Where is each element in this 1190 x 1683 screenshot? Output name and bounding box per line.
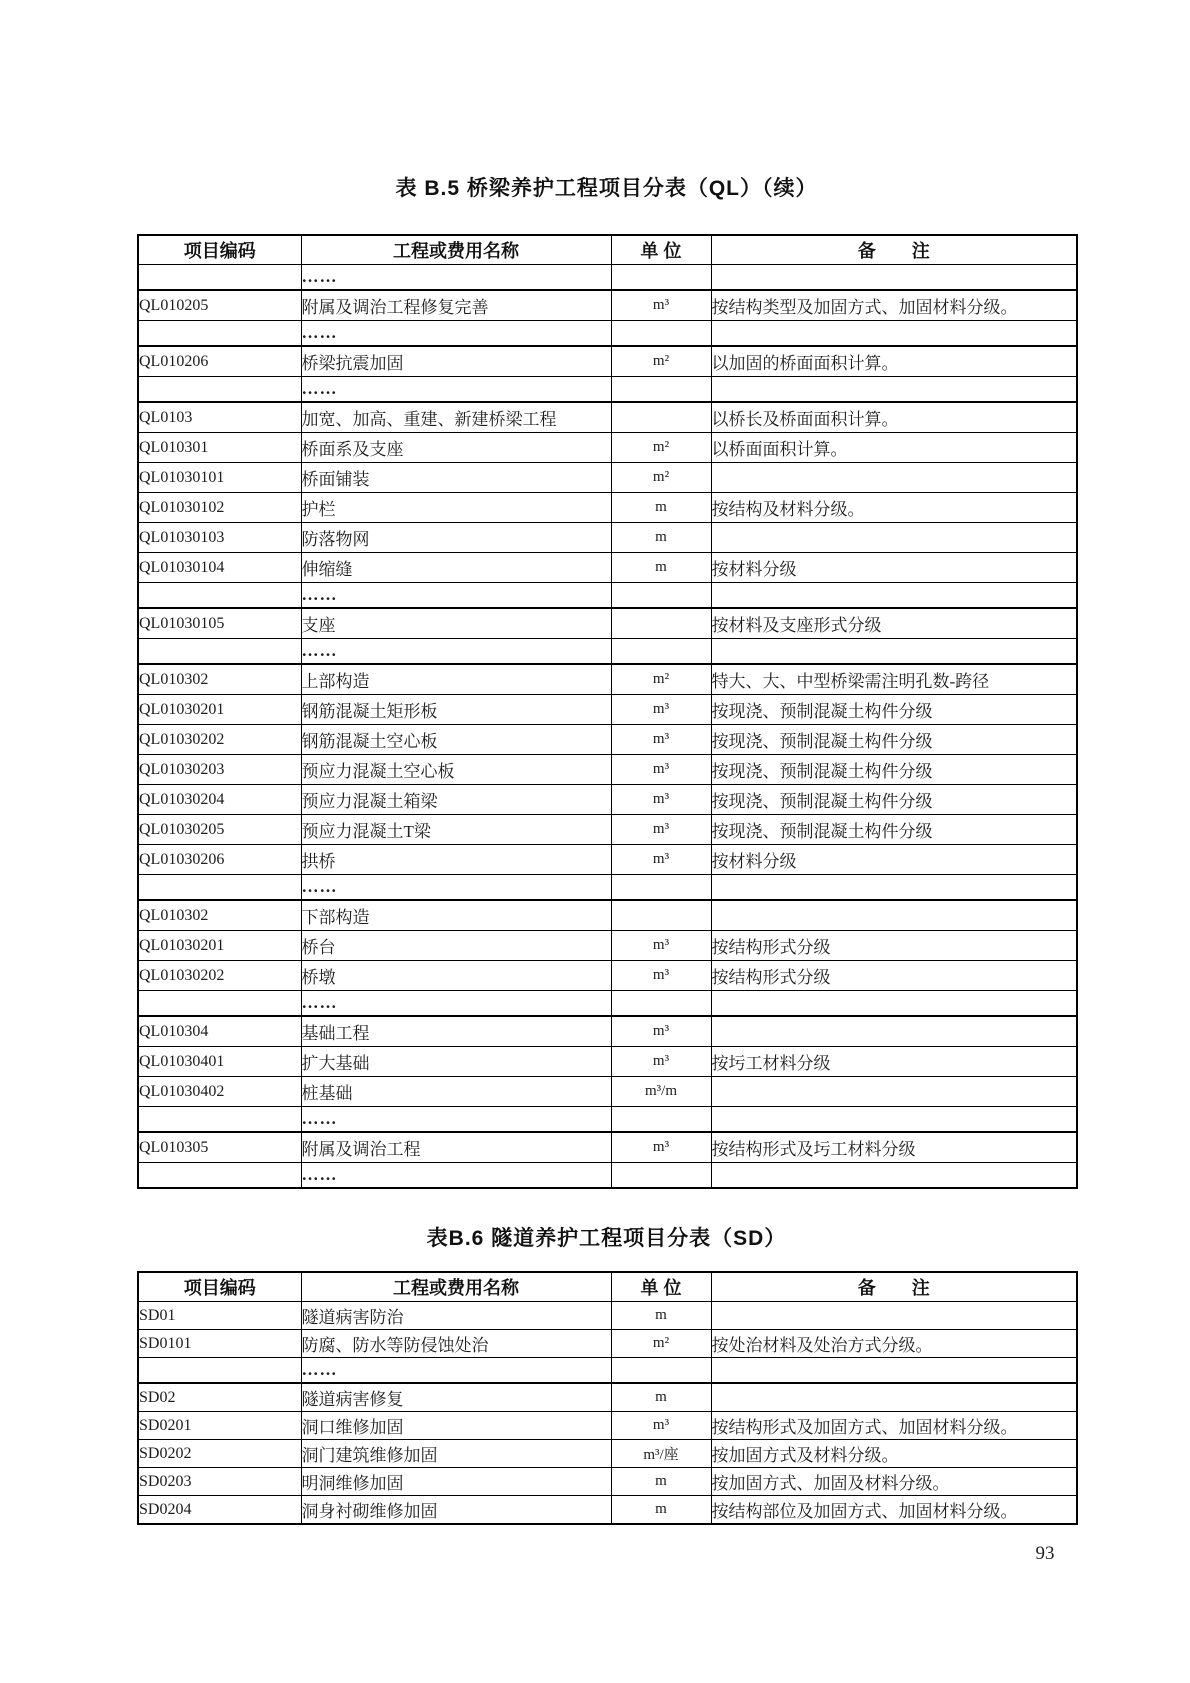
cell-code: QL0103 [138, 402, 301, 433]
cell-unit: m³ [611, 1412, 711, 1440]
cell-note [711, 321, 1077, 347]
cell-note: 按材料及支座形式分级 [711, 608, 1077, 639]
table-row [138, 1468, 1077, 1496]
table-row [138, 493, 1077, 523]
cell-unit: m³ [611, 1132, 711, 1163]
table-row [138, 1440, 1077, 1468]
cell-name: 洞身衬砌维修加固 [301, 1496, 611, 1525]
ellipsis-row [138, 321, 1077, 347]
cell-name: 伸缩缝 [301, 553, 611, 583]
cell-unit: m [611, 1302, 711, 1330]
ellipsis-row [138, 1107, 1077, 1133]
ellipsis-placeholder: …… [301, 379, 338, 398]
cell-unit [611, 583, 711, 609]
cell-code [138, 377, 301, 403]
cell-note: 特大、大、中型桥梁需注明孔数-跨径 [711, 664, 1077, 695]
cell-code [138, 875, 301, 901]
cell-code: QL01030102 [138, 493, 301, 523]
cell-code [138, 321, 301, 347]
cell-note: 按现浇、预制混凝土构件分级 [711, 785, 1077, 815]
ellipsis-row [138, 991, 1077, 1017]
cell-note: 按材料分级 [711, 553, 1077, 583]
cell-unit [611, 1163, 711, 1189]
cell-unit: m² [611, 664, 711, 695]
table-row [138, 815, 1077, 845]
cell-unit: m³ [611, 755, 711, 785]
cell-name [301, 991, 611, 1017]
table-row [138, 1302, 1077, 1330]
cell-code: QL01030202 [138, 725, 301, 755]
cell-unit: m² [611, 1330, 711, 1358]
cell-code: QL01030205 [138, 815, 301, 845]
cell-code: QL010205 [138, 290, 301, 321]
table-row [138, 1496, 1077, 1525]
table-row [138, 961, 1077, 991]
cell-code: QL01030202 [138, 961, 301, 991]
table-row [138, 433, 1077, 463]
cell-name: 明洞维修加固 [301, 1468, 611, 1496]
cell-name: 钢筋混凝土矩形板 [301, 695, 611, 725]
cell-unit: m² [611, 346, 711, 377]
cell-name: 加宽、加高、重建、新建桥梁工程 [301, 402, 611, 433]
cell-note: 按材料分级 [711, 845, 1077, 875]
cell-note: 以桥面面积计算。 [711, 433, 1077, 463]
cell-code: QL010304 [138, 1016, 301, 1047]
table-row [138, 755, 1077, 785]
cell-unit: m³ [611, 961, 711, 991]
cell-name [301, 583, 611, 609]
cell-code: SD01 [138, 1302, 301, 1330]
cell-name: 桥梁抗震加固 [301, 346, 611, 377]
cell-note: 按现浇、预制混凝土构件分级 [711, 725, 1077, 755]
cell-code: QL010302 [138, 900, 301, 931]
table-row [138, 1330, 1077, 1358]
cell-unit [611, 900, 711, 931]
column-header: 单 位 [611, 235, 711, 265]
table-row [138, 1016, 1077, 1047]
table-header-row [138, 235, 1077, 265]
table-b5-title: 表 B.5 桥梁养护工程项目分表（QL）（续） [395, 177, 818, 200]
cell-note [711, 1107, 1077, 1133]
cell-name: 附属及调治工程 [301, 1132, 611, 1163]
cell-unit [611, 265, 711, 291]
cell-note [711, 1383, 1077, 1412]
cell-code: QL010301 [138, 433, 301, 463]
cell-unit: m³ [611, 785, 711, 815]
cell-note: 按处治材料及处治方式分级。 [711, 1330, 1077, 1358]
column-header: 工程或费用名称 [301, 235, 611, 265]
cell-code: QL010206 [138, 346, 301, 377]
cell-code: SD0204 [138, 1496, 301, 1525]
cell-name: 防腐、防水等防侵蚀处治 [301, 1330, 611, 1358]
cell-note [711, 377, 1077, 403]
cell-name [301, 1163, 611, 1189]
ellipsis-row [138, 639, 1077, 665]
table-b5-bridge-maintenance [137, 234, 1078, 1189]
cell-code: QL01030206 [138, 845, 301, 875]
cell-code: QL010302 [138, 664, 301, 695]
cell-unit [611, 608, 711, 639]
cell-unit: m³ [611, 845, 711, 875]
cell-note: 按结构形式及圬工材料分级 [711, 1132, 1077, 1163]
table-row [138, 402, 1077, 433]
cell-unit: m [611, 1468, 711, 1496]
cell-unit: m³/座 [611, 1440, 711, 1468]
table-row [138, 900, 1077, 931]
ellipsis-placeholder: …… [301, 1360, 338, 1379]
cell-unit [611, 639, 711, 665]
cell-note [711, 1163, 1077, 1189]
cell-note [711, 583, 1077, 609]
cell-unit: m [611, 523, 711, 553]
table-row [138, 290, 1077, 321]
ellipsis-placeholder: …… [301, 993, 338, 1012]
cell-code: SD02 [138, 1383, 301, 1412]
cell-note [711, 875, 1077, 901]
table-row [138, 553, 1077, 583]
table-row [138, 608, 1077, 639]
cell-name [301, 875, 611, 901]
cell-name: 预应力混凝土T梁 [301, 815, 611, 845]
ellipsis-placeholder: …… [301, 323, 338, 342]
table-b6-tunnel-maintenance [137, 1271, 1078, 1525]
cell-note: 按圬工材料分级 [711, 1047, 1077, 1077]
cell-code: QL01030105 [138, 608, 301, 639]
cell-name: 洞口维修加固 [301, 1412, 611, 1440]
cell-note [711, 523, 1077, 553]
cell-code [138, 1358, 301, 1384]
cell-code [138, 1107, 301, 1133]
cell-note [711, 265, 1077, 291]
cell-name: 桥面系及支座 [301, 433, 611, 463]
cell-name: 拱桥 [301, 845, 611, 875]
cell-code: QL01030401 [138, 1047, 301, 1077]
cell-note: 按加固方式、加固及材料分级。 [711, 1468, 1077, 1496]
cell-note: 按结构形式分级 [711, 931, 1077, 961]
cell-unit [611, 377, 711, 403]
table-header-row [138, 1272, 1077, 1302]
cell-unit: m³ [611, 1047, 711, 1077]
cell-note [711, 1016, 1077, 1047]
cell-name: 附属及调治工程修复完善 [301, 290, 611, 321]
cell-code: QL01030203 [138, 755, 301, 785]
cell-name: 防落物网 [301, 523, 611, 553]
cell-code [138, 1163, 301, 1189]
column-header: 备 注 [711, 1272, 1077, 1302]
cell-note: 按结构类型及加固方式、加固材料分级。 [711, 290, 1077, 321]
cell-note: 按现浇、预制混凝土构件分级 [711, 755, 1077, 785]
cell-name: 下部构造 [301, 900, 611, 931]
cell-code: QL01030101 [138, 463, 301, 493]
cell-unit [611, 402, 711, 433]
cell-note [711, 900, 1077, 931]
cell-unit: m³/m [611, 1077, 711, 1107]
cell-unit: m³ [611, 725, 711, 755]
ellipsis-row [138, 377, 1077, 403]
column-header: 项目编码 [138, 235, 301, 265]
cell-name [301, 639, 611, 665]
table-row [138, 1047, 1077, 1077]
table-row [138, 346, 1077, 377]
cell-note: 按现浇、预制混凝土构件分级 [711, 815, 1077, 845]
cell-unit: m³ [611, 815, 711, 845]
cell-note: 以桥长及桥面面积计算。 [711, 402, 1077, 433]
cell-note [711, 1077, 1077, 1107]
cell-code: SD0101 [138, 1330, 301, 1358]
cell-name: 桥台 [301, 931, 611, 961]
cell-unit: m [611, 493, 711, 523]
cell-code: QL01030201 [138, 695, 301, 725]
cell-name: 桩基础 [301, 1077, 611, 1107]
ellipsis-row [138, 265, 1077, 291]
cell-note: 按加固方式及材料分级。 [711, 1440, 1077, 1468]
cell-unit: m [611, 553, 711, 583]
cell-code: QL01030402 [138, 1077, 301, 1107]
table-row [138, 725, 1077, 755]
table-row [138, 695, 1077, 725]
cell-unit [611, 875, 711, 901]
ellipsis-row [138, 875, 1077, 901]
cell-name [301, 321, 611, 347]
column-header: 单 位 [611, 1272, 711, 1302]
cell-code [138, 583, 301, 609]
cell-unit: m³ [611, 1016, 711, 1047]
table-row [138, 1077, 1077, 1107]
cell-note [711, 1302, 1077, 1330]
cell-name: 预应力混凝土箱梁 [301, 785, 611, 815]
page-number: 93 [1035, 1543, 1055, 1564]
cell-code: QL010305 [138, 1132, 301, 1163]
column-header: 项目编码 [138, 1272, 301, 1302]
cell-name: 桥墩 [301, 961, 611, 991]
table-row [138, 463, 1077, 493]
ellipsis-placeholder: …… [301, 877, 338, 896]
cell-unit: m² [611, 433, 711, 463]
ellipsis-row [138, 1358, 1077, 1384]
cell-note [711, 639, 1077, 665]
table-row [138, 1412, 1077, 1440]
cell-name [301, 1107, 611, 1133]
table-row [138, 1383, 1077, 1412]
cell-code: SD0201 [138, 1412, 301, 1440]
cell-name: 隧道病害修复 [301, 1383, 611, 1412]
cell-unit [611, 321, 711, 347]
cell-code [138, 639, 301, 665]
cell-note: 按结构部位及加固方式、加固材料分级。 [711, 1496, 1077, 1525]
table-row [138, 845, 1077, 875]
cell-unit [611, 991, 711, 1017]
table-b6-title: 表B.6 隧道养护工程项目分表（SD） [426, 1227, 787, 1250]
ellipsis-placeholder: …… [301, 267, 338, 286]
cell-unit: m³ [611, 290, 711, 321]
cell-note: 按结构形式分级 [711, 961, 1077, 991]
cell-unit: m [611, 1496, 711, 1525]
table-row [138, 931, 1077, 961]
cell-code [138, 991, 301, 1017]
cell-note: 按现浇、预制混凝土构件分级 [711, 695, 1077, 725]
cell-name [301, 1358, 611, 1384]
cell-unit: m³ [611, 695, 711, 725]
table-row [138, 1132, 1077, 1163]
cell-name: 护栏 [301, 493, 611, 523]
cell-unit: m² [611, 463, 711, 493]
table-row [138, 785, 1077, 815]
cell-code: QL01030103 [138, 523, 301, 553]
cell-name: 洞门建筑维修加固 [301, 1440, 611, 1468]
cell-name [301, 377, 611, 403]
ellipsis-row [138, 583, 1077, 609]
cell-note: 按结构形式及加固方式、加固材料分级。 [711, 1412, 1077, 1440]
cell-code: SD0203 [138, 1468, 301, 1496]
cell-code [138, 265, 301, 291]
cell-note: 按结构及材料分级。 [711, 493, 1077, 523]
cell-name: 支座 [301, 608, 611, 639]
cell-name: 预应力混凝土空心板 [301, 755, 611, 785]
cell-code: SD0202 [138, 1440, 301, 1468]
cell-note [711, 991, 1077, 1017]
cell-name [301, 265, 611, 291]
cell-name: 基础工程 [301, 1016, 611, 1047]
cell-name: 钢筋混凝土空心板 [301, 725, 611, 755]
cell-unit: m³ [611, 931, 711, 961]
cell-name: 隧道病害防治 [301, 1302, 611, 1330]
document-page [137, 0, 1076, 1683]
cell-unit [611, 1358, 711, 1384]
cell-name: 扩大基础 [301, 1047, 611, 1077]
cell-note [711, 1358, 1077, 1384]
table-row [138, 523, 1077, 553]
cell-code: QL01030201 [138, 931, 301, 961]
ellipsis-placeholder: …… [301, 1109, 338, 1128]
cell-note: 以加固的桥面面积计算。 [711, 346, 1077, 377]
table-row [138, 664, 1077, 695]
cell-code: QL01030204 [138, 785, 301, 815]
ellipsis-row [138, 1163, 1077, 1189]
ellipsis-placeholder: …… [301, 1165, 338, 1184]
cell-note [711, 463, 1077, 493]
cell-name: 桥面铺装 [301, 463, 611, 493]
cell-unit: m [611, 1383, 711, 1412]
column-header: 工程或费用名称 [301, 1272, 611, 1302]
column-header: 备 注 [711, 235, 1077, 265]
ellipsis-placeholder: …… [301, 585, 338, 604]
cell-unit [611, 1107, 711, 1133]
cell-code: QL01030104 [138, 553, 301, 583]
cell-name: 上部构造 [301, 664, 611, 695]
ellipsis-placeholder: …… [301, 641, 338, 660]
